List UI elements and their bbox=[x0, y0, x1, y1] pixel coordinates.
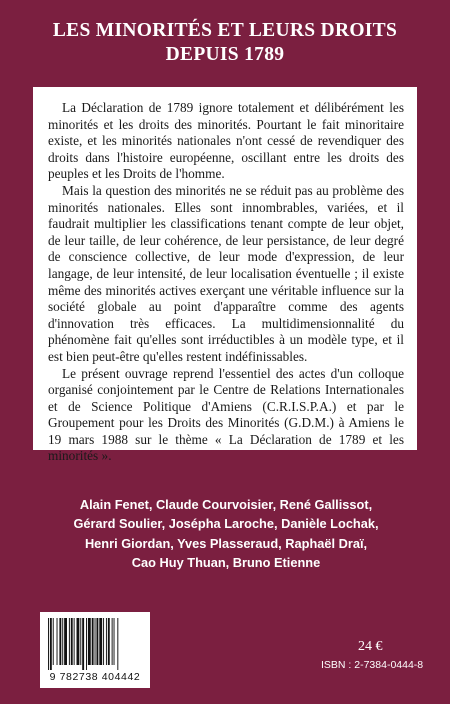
author-line: Gérard Soulier, Josépha Laroche, Danièle Lochak, bbox=[73, 516, 379, 532]
isbn: ISBN : 2-7384-0444-8 bbox=[321, 659, 424, 671]
book-title bbox=[0, 19, 450, 67]
barcode-bar bbox=[112, 618, 113, 665]
barcode-bar bbox=[48, 618, 49, 670]
barcode-bar bbox=[95, 618, 96, 665]
barcode-bar bbox=[114, 618, 115, 665]
title-line-1: LES MINORITÉS ET LEURS DROITS bbox=[52, 20, 398, 41]
barcode-bar bbox=[74, 618, 75, 665]
barcode-bar bbox=[117, 618, 118, 670]
barcode-bars bbox=[48, 618, 142, 670]
barcode-bar bbox=[50, 618, 52, 670]
barcode-bar bbox=[103, 618, 104, 665]
barcode-bar bbox=[96, 618, 98, 665]
author-line: Cao Huy Thuan, Bruno Etienne bbox=[131, 554, 321, 570]
barcode-bar bbox=[57, 618, 58, 665]
author-line: Henri Giordan, Yves Plasseraud, Raphaël Draï, bbox=[84, 535, 368, 551]
title-line-2: DEPUIS 1789 bbox=[165, 44, 285, 65]
paragraph: La Déclaration de 1789 ignore totalement et délibérément les minorités et les droits des minorités. Pourtant le fait minoritaire existe, et les minorités nationales n'ont cessé de revendiquer des droits dans l'histoire européenne, oscillant entre les droits des peuples et les Droits de l'homme. bbox=[48, 100, 404, 182]
barcode-bar bbox=[82, 618, 84, 670]
barcode-bar bbox=[86, 618, 87, 670]
barcode-bar bbox=[106, 618, 107, 665]
barcode-bar bbox=[92, 618, 94, 665]
barcode-bar bbox=[62, 618, 63, 665]
back-cover-text bbox=[48, 100, 404, 465]
barcode bbox=[40, 612, 150, 688]
barcode-bar bbox=[64, 618, 67, 665]
barcode-bar bbox=[99, 618, 102, 665]
barcode-bar bbox=[59, 618, 61, 665]
barcode-bar bbox=[108, 618, 110, 665]
paragraph: Mais la question des minorités ne se réduit pas au problème des minorités nationales. Elles sont innombrables, variées, et il faudrait multiplier les classifications tenant compte de leur objet, de leur taille, de leur cohérence, de leur persistance, de leur degré de conscience collective, de leur mode d'expression, de leur langage, de leur intensité, de leur localisation éventuelle ; il existe même des minorités actives exerçant une véritable influence sur la société globale au point d'apparaître comme des agents d'innovation très efficaces. La multidimensionnalité du phénomène fait qu'elles sont irréductibles à un modèle type, et il est bien peut-être qu'elles restent indéfinissables. bbox=[48, 182, 404, 364]
barcode-bar bbox=[69, 618, 70, 665]
barcode-digits: 9 782738 404442 bbox=[49, 671, 141, 683]
author-list bbox=[56, 495, 396, 572]
author-line: Alain Fenet, Claude Courvoisier, René Gallissot, bbox=[79, 497, 373, 512]
barcode-bar bbox=[80, 618, 81, 665]
barcode-bar bbox=[53, 618, 54, 665]
price: 24 € bbox=[358, 639, 383, 654]
paragraph: Le présent ouvrage reprend l'essentiel des actes d'un colloque organisé conjointement par le Centre de Relations Internationales et de Science Politique d'Amiens (C.R.I.S.P.A.) et par le Groupement pour les Droits des Minorités (G.D.M.) à Amiens le 19 mars 1988 sur le thème « La Déclaration de 1789 et les minorités ». bbox=[48, 365, 404, 464]
barcode-bar bbox=[88, 618, 91, 665]
barcode-bar bbox=[77, 618, 80, 665]
barcode-bar bbox=[71, 618, 73, 665]
